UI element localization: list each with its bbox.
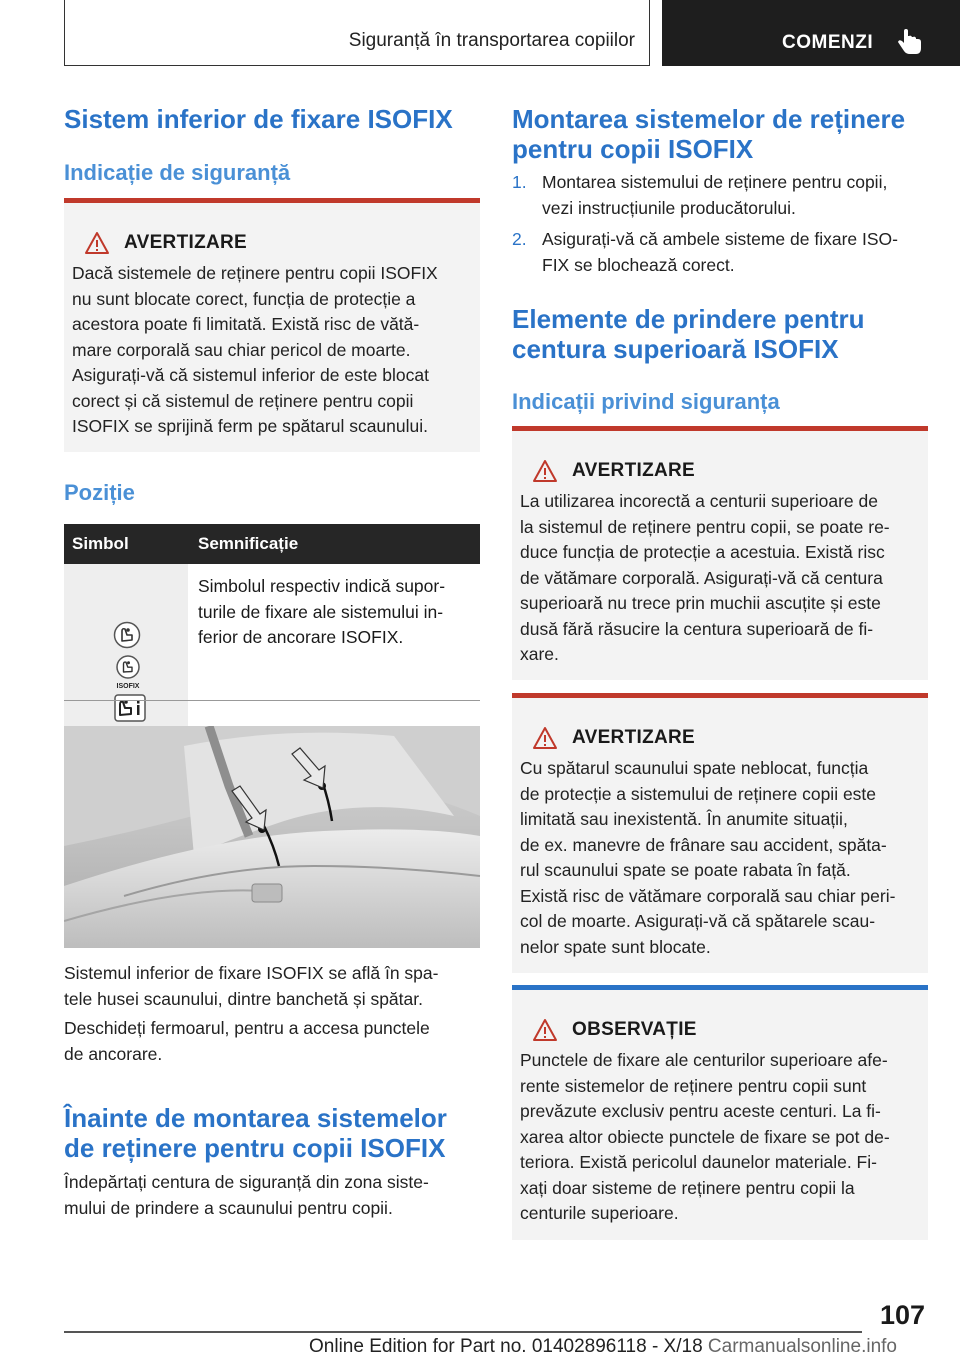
warning-title: AVERTIZARE: [572, 460, 695, 481]
text-line: mare corporală sau chiar pericol de moarte.: [72, 339, 411, 360]
meaning-cell: [188, 564, 480, 728]
text-line: Cu spătarul scaunului spate neblocat, funcția: [520, 758, 869, 778]
warning-triangle-icon: [532, 726, 558, 750]
text-line: vezi instrucțiunile producătorului.: [542, 197, 796, 218]
text-line: teriora. Există pericolul daunelor materiale. Fi-: [520, 1152, 877, 1172]
text-line: La utilizarea incorectă a centurii superioare de: [520, 491, 878, 511]
footer-edition: [309, 1336, 897, 1358]
text-line: nelor spate sunt blocate.: [520, 936, 711, 957]
table-bottom-rule: [64, 700, 480, 701]
text-line: Dacă sistemele de reținere pentru copii ISOFIX: [72, 263, 438, 283]
step-number: 1.: [512, 172, 527, 192]
note-box: [512, 985, 928, 1240]
warning-box-3: [512, 693, 928, 973]
note-title: OBSERVAȚIE: [572, 1019, 697, 1040]
text-line: acestora poate fi limitată. Există risc de vătă-: [72, 314, 420, 334]
warning-box-2: [512, 426, 928, 680]
chapter-label: COMENZI: [782, 32, 874, 53]
warning-title: AVERTIZARE: [572, 727, 695, 748]
symbol-table: [64, 524, 480, 728]
heading-line: pentru copii ISOFIX: [512, 134, 754, 164]
heading-line: centura superioară ISOFIX: [512, 334, 839, 364]
note-text: [520, 1048, 920, 1227]
warning-title: AVERTIZARE: [124, 232, 247, 253]
text-line: corect și că sistemul de reținere pentru copii: [72, 390, 414, 411]
text-line: Simbolul respectiv indică supor-: [198, 576, 446, 596]
isofix-seat-icon: [113, 621, 141, 649]
heading-safety-note: Indicație de siguranță: [64, 160, 291, 185]
footer-rule: [64, 1331, 862, 1333]
text-line: limitată sau inexistentă. În anumite situații,: [520, 809, 848, 829]
text-line: superioară nu trece prin muchii ascuțite și este: [520, 593, 881, 613]
text-line: rul scaunului spate se poate rabata în față.: [520, 860, 851, 880]
text-line: xarea altor obiecte punctele de fixare se pot de-: [520, 1126, 890, 1147]
text-line: Deschideți fermoarul, pentru a accesa punctele: [64, 1018, 430, 1038]
text-line: de protecție a sistemului de reținere copii este: [520, 783, 877, 804]
warning-triangle-icon: [84, 231, 110, 255]
isofix-label-icon: [115, 655, 141, 691]
table-header-meaning: Semnificație: [188, 524, 480, 564]
chapter-tab[interactable]: [662, 0, 960, 66]
text-line: dusă fără răsucire la centura superioară de fi-: [520, 618, 874, 639]
text-line: turile de fixare ale sistemului in-: [198, 601, 444, 622]
heading-position: Poziție: [64, 480, 135, 505]
text-line: Montarea sistemului de reținere pentru copii,: [542, 172, 888, 192]
text-line: Îndepărtați centura de siguranță din zona siste-: [64, 1172, 429, 1192]
text-line: col de moarte. Asigurați-vă că spătarele scau-: [520, 911, 876, 931]
text-line: Punctele de fixare ale centurilor superioare afe-: [520, 1050, 888, 1070]
heading-line: Montarea sistemelor de reținere: [512, 104, 906, 134]
text-line: de ancorare.: [64, 1043, 163, 1064]
heading-before-mounting: [64, 1103, 447, 1163]
heading-mounting: [512, 104, 905, 164]
warning-text: [520, 756, 920, 960]
section-title: Siguranță în transportarea copiilor: [348, 30, 635, 51]
step-item: [512, 170, 928, 221]
text-line: rente sistemelor de reținere pentru copii sunt: [520, 1075, 867, 1096]
text-line: ferior de ancorare ISOFIX.: [198, 627, 404, 647]
edition-text: Online Edition for Part no. 01402896118 - X/18: [309, 1336, 703, 1357]
before-mounting-text: [64, 1170, 480, 1221]
isofix-label: ISOFIX: [116, 683, 140, 690]
text-line: Sistemul inferior de fixare ISOFIX se află în spa-: [64, 963, 439, 983]
table-row: [64, 564, 480, 728]
heading-isofix-lower: Sistem inferior de fixare ISOFIX: [64, 104, 453, 134]
heading-line: Înainte de montarea sistemelor: [64, 1103, 447, 1133]
heading-line: Elemente de prindere pentru: [512, 304, 865, 334]
open-zipper-text: [64, 1016, 480, 1067]
step-item: [512, 227, 928, 278]
text-line: xare.: [520, 644, 559, 664]
table-header-symbol: Simbol: [64, 524, 188, 564]
rear-seat-illustration: [64, 726, 480, 948]
warning-box-1: [64, 198, 480, 452]
header-section-box: [64, 0, 650, 66]
isofix-seat-photo: [64, 726, 480, 948]
warning-triangle-icon: [532, 459, 558, 483]
text-line: Există risc de vătămare corporală sau chiar peri-: [520, 885, 896, 906]
heading-line: de reținere pentru copii ISOFIX: [64, 1133, 446, 1163]
text-line: nu sunt blocate corect, funcția de protecție a: [72, 288, 416, 309]
text-line: prevăzute exclusiv pentru aceste centuri. La fi-: [520, 1101, 881, 1121]
watermark-text: Carmanualsonline.info: [707, 1336, 897, 1357]
warning-text: [520, 489, 920, 668]
step-number: 2.: [512, 229, 527, 249]
text-line: Asigurați-vă că ambele sisteme de fixare ISO-: [542, 229, 898, 249]
text-line: duce funcția de protecție a acestuia. Există risc: [520, 542, 885, 562]
isofix-info-icon: [114, 694, 146, 722]
mounting-steps: [512, 170, 928, 284]
text-line: de vătămare corporală. Asigurați-vă că centura: [520, 567, 883, 588]
text-line: centurile superioare.: [520, 1203, 679, 1223]
text-line: de ex. manevre de frânare sau accident, spăta-: [520, 834, 887, 855]
heading-top-tether: [512, 304, 865, 364]
page-number: 107: [880, 1300, 926, 1330]
text-line: xați doar sisteme de reținere pentru copii la: [520, 1177, 855, 1198]
heading-safety-notes: Indicații privind siguranța: [512, 389, 780, 414]
text-line: la sistemul de reținere pentru copii, se poate re-: [520, 516, 890, 537]
warning-text: [72, 261, 472, 440]
text-line: FIX se blochează corect.: [542, 254, 735, 275]
text-line: Asigurați-vă că sistemul inferior de este blocat: [72, 365, 429, 385]
photo-caption: [64, 961, 480, 1012]
text-line: ISOFIX se sprijină ferm pe spătarul scaunului.: [72, 416, 428, 436]
hand-pointer-icon: [895, 27, 925, 57]
caution-triangle-icon: [532, 1018, 558, 1042]
text-line: tele husei scaunului, dintre banchetă și spătar.: [64, 988, 423, 1009]
symbol-cell: [64, 564, 188, 728]
text-line: mului de prindere a scaunului pentru copii.: [64, 1197, 393, 1218]
